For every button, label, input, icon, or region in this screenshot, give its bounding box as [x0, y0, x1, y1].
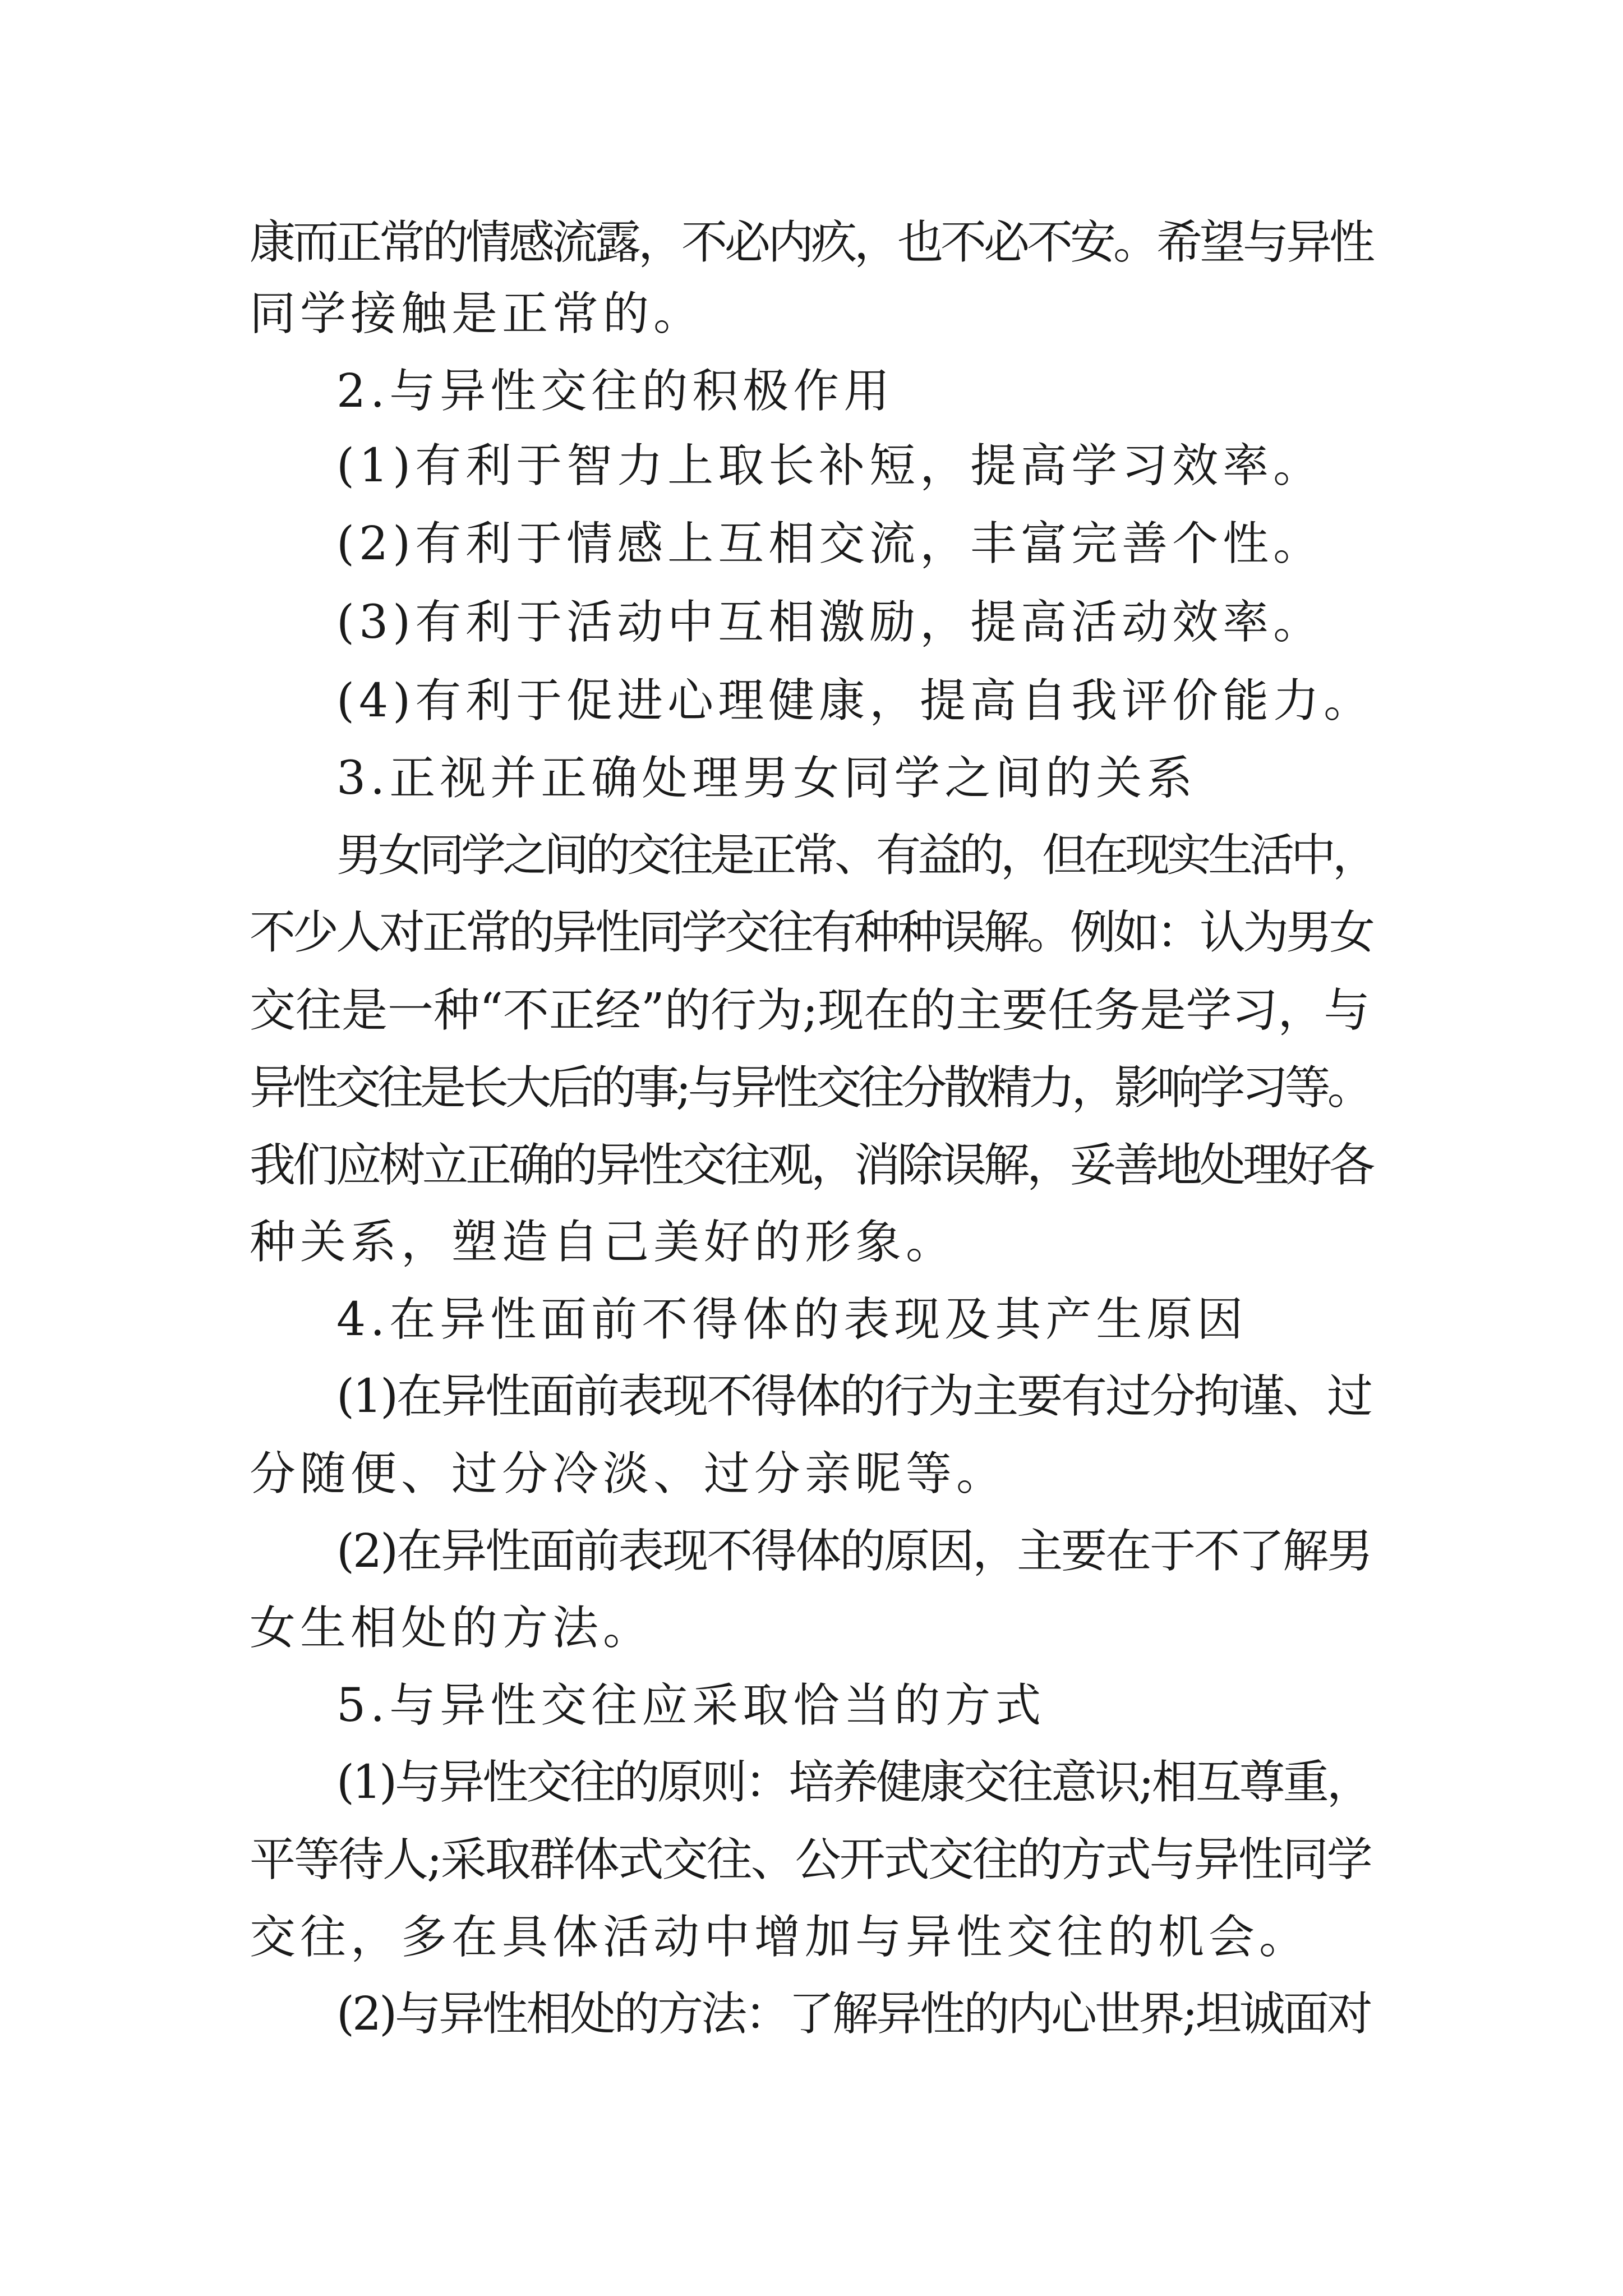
section-heading: 5.与异性交往应采取恰当的方式 [336, 1679, 1046, 1732]
section-heading: 4.在异性面前不得体的表现及其产生原因 [336, 1293, 1248, 1346]
list-item: (4)有利于促进心理健康，提高自我评价能力。 [336, 674, 1375, 728]
section-heading: 2.与异性交往的积极作用 [336, 365, 895, 418]
paragraph-line: 康而正常的情感流露，不必内疚，也不必不安。希望与异性 [250, 216, 1373, 269]
section-heading: 3.正视并正确处理男女同学之间的关系 [336, 752, 1197, 805]
paragraph-line: 女生相处的方法。 [250, 1602, 654, 1655]
paragraph-line: 交往是一种“不正经”的行为;现在的主要任务是学习，与 [250, 984, 1370, 1037]
list-item: (1)与异性交往的原则：培养健康交往意识;相互尊重， [336, 1756, 1371, 1809]
list-item: (2)与异性相处的方法：了解异性的内心世界;坦诚面对 [336, 1987, 1371, 2041]
paragraph-line: 不少人对正常的异性同学交往有种种误解。例如：认为男女 [250, 906, 1373, 959]
paragraph-line: 种关系，塑造自己美好的形象。 [250, 1216, 957, 1269]
paragraph-line: 交往，多在具体活动中增加与异性交往的机会。 [250, 1911, 1310, 1964]
paragraph-line: 分随便、过分冷淡、过分亲昵等。 [250, 1447, 1007, 1501]
list-item: (2)有利于情感上互相交流，丰富完善个性。 [336, 517, 1324, 570]
list-item: (3)有利于活动中互相激励，提高活动效率。 [336, 596, 1324, 649]
paragraph-line: 我们应树立正确的异性交往观，消除误解，妥善地处理好各 [250, 1139, 1373, 1192]
paragraph-line: 异性交往是长大后的事;与异性交往分散精力，影响学习等。 [250, 1061, 1370, 1115]
paragraph-line: 平等待人;采取群体式交往、公开式交往的方式与异性同学 [250, 1833, 1371, 1887]
paragraph-line: 男女同学之间的交往是正常、有益的，但在现实生活中， [336, 829, 1374, 881]
list-item: (2)在异性面前表现不得体的原因，主要在于不了解男 [336, 1525, 1372, 1578]
paragraph-line: 同学接触是正常的。 [250, 287, 704, 341]
list-item: (1)在异性面前表现不得体的行为主要有过分拘谨、过 [336, 1370, 1372, 1423]
list-item: (1)有利于智力上取长补短，提高学习效率。 [336, 439, 1324, 493]
